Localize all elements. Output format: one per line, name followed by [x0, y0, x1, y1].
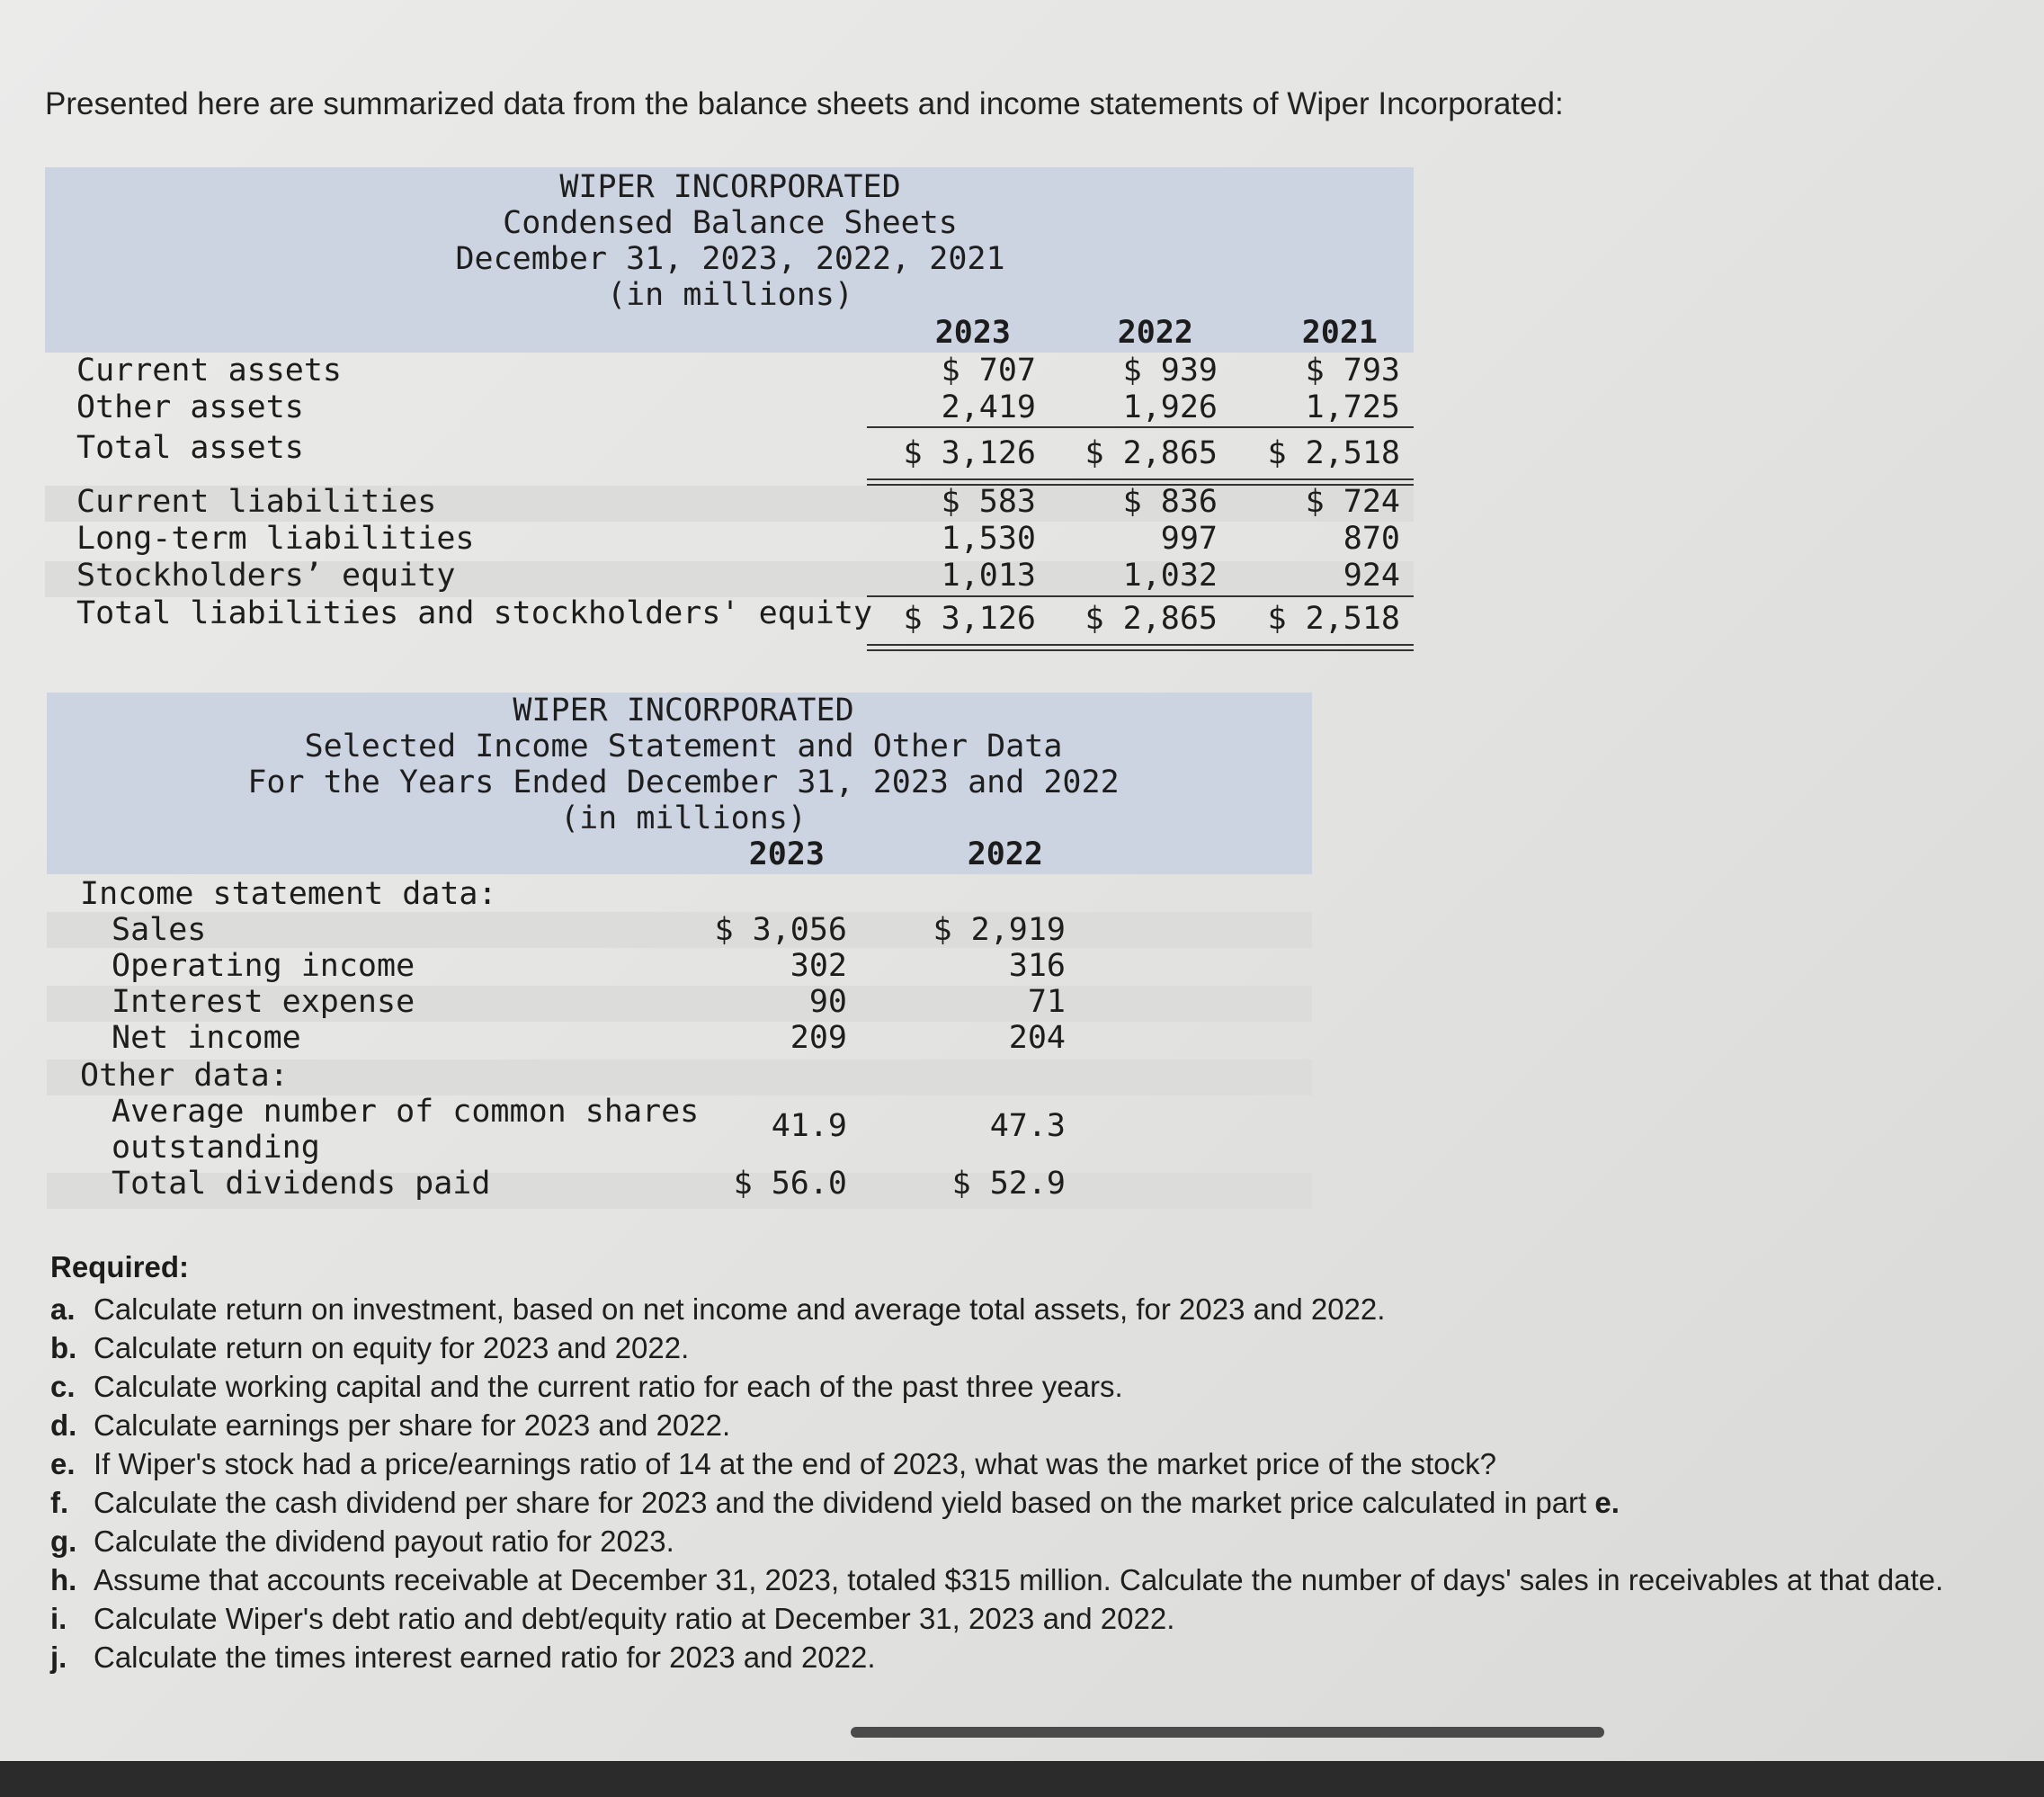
is-title-units: (in millions) — [560, 800, 807, 836]
is-title-company: WIPER INCORPORATED — [513, 693, 854, 729]
bs-cell: $ 793 — [1305, 353, 1400, 389]
required-section — [50, 1250, 2020, 1676]
required-title: Required: — [50, 1250, 190, 1283]
bs-row-label: Current liabilities — [76, 484, 437, 520]
is-section-income: Income statement data: — [80, 876, 497, 912]
bs-cell: 1,530 — [941, 521, 1036, 557]
bs-cell: $ 583 — [941, 484, 1036, 520]
bs-cell: $ 707 — [941, 353, 1036, 389]
bs-row-label: Total assets — [76, 430, 304, 466]
is-shares-label-line1: Average number of common shares — [112, 1094, 700, 1130]
is-row-label: Sales — [112, 912, 207, 948]
is-cell: 41.9 — [771, 1108, 847, 1144]
is-row-label: Net income — [112, 1020, 301, 1056]
balance-sheet-table — [45, 167, 1414, 653]
bs-cell: $ 724 — [1305, 484, 1400, 520]
bs-row-label: Current assets — [76, 353, 343, 389]
horizontal-scrollbar[interactable] — [851, 1727, 1604, 1738]
income-statement-table — [47, 693, 1315, 1214]
screen-bottom-edge — [0, 1761, 2044, 1797]
is-cell: 204 — [1008, 1020, 1066, 1056]
bs-title-company: WIPER INCORPORATED — [559, 169, 901, 205]
bs-subtotal-rule — [867, 426, 1414, 428]
bs-title-dates: December 31, 2023, 2022, 2021 — [455, 241, 1005, 277]
bs-cell: $ 3,126 — [903, 435, 1036, 471]
is-title-statement: Selected Income Statement and Other Data — [304, 729, 1063, 764]
bs-row-label: Total liabilities and stockholders' equity — [76, 595, 873, 631]
bs-title-statement: Condensed Balance Sheets — [503, 205, 958, 241]
is-cell: $ 2,919 — [933, 912, 1066, 948]
is-cell: $ 52.9 — [951, 1166, 1066, 1202]
required-item-e: e. If Wiper's stock had a price/earnings ratio of 14 at the end of 2023, what was the market price of the stock? — [50, 1447, 1496, 1480]
is-cell: $ 3,056 — [714, 912, 847, 948]
bs-title-units: (in millions) — [607, 277, 853, 313]
bs-cell: 1,032 — [1122, 558, 1218, 594]
bs-cell: 1,926 — [1122, 389, 1218, 425]
bs-row-label: Other assets — [76, 389, 304, 425]
required-item-h: h. Assume that accounts receivable at December 31, 2023, totaled $315 million. Calculate the number of days' sales in receivables at that date. — [50, 1563, 1944, 1596]
is-cell: 316 — [1008, 948, 1066, 984]
is-cell: 71 — [1027, 984, 1066, 1020]
required-item-d: d. Calculate earnings per share for 2023 and 2022. — [50, 1408, 731, 1442]
bs-cell: 1,725 — [1305, 389, 1400, 425]
bs-year-2022: 2022 — [1117, 315, 1193, 351]
bs-cell: 2,419 — [941, 389, 1036, 425]
required-item-j: j. Calculate the times interest earned ratio for 2023 and 2022. — [50, 1641, 876, 1674]
required-item-i: i. Calculate Wiper's debt ratio and debt/equity ratio at December 31, 2023 and 2022. — [50, 1602, 1175, 1635]
is-stripe — [47, 912, 1312, 948]
is-row-label: Interest expense — [112, 984, 415, 1020]
is-cell: 47.3 — [989, 1108, 1066, 1144]
bs-cell: $ 2,865 — [1084, 435, 1218, 471]
bs-row-label: Stockholders’ equity — [76, 558, 456, 594]
is-row-label: Operating income — [112, 948, 415, 984]
bs-cell: 924 — [1343, 558, 1400, 594]
is-shares-label-line2: outstanding — [112, 1130, 320, 1166]
bs-cell: $ 2,865 — [1084, 601, 1218, 637]
is-cell: $ 56.0 — [733, 1166, 847, 1202]
is-cell: 302 — [790, 948, 847, 984]
required-item-b: b. Calculate return on equity for 2023 and 2022. — [50, 1331, 690, 1364]
bs-cell: $ 836 — [1122, 484, 1218, 520]
bs-year-2021: 2021 — [1301, 315, 1378, 351]
bs-total-double-rule — [867, 644, 1414, 651]
bs-cell: $ 2,518 — [1267, 435, 1400, 471]
bs-cell: 1,013 — [941, 558, 1036, 594]
required-item-a: a. Calculate return on investment, based on net income and average total assets, for 2023 and 2022. — [50, 1292, 1386, 1326]
is-year-2023: 2023 — [748, 836, 825, 872]
required-item-f: f. Calculate the cash dividend per share for 2023 and the dividend yield based on the market price calculated in part e. — [50, 1486, 1620, 1519]
is-cell: 90 — [808, 984, 847, 1020]
bs-cell: 997 — [1160, 521, 1218, 557]
bs-year-2023: 2023 — [934, 315, 1011, 351]
is-title-period: For the Years Ended December 31, 2023 and 2022 — [247, 764, 1120, 800]
required-item-g: g. Calculate the dividend payout ratio for 2023. — [50, 1524, 674, 1558]
is-year-2022: 2022 — [967, 836, 1043, 872]
bs-cell: 870 — [1343, 521, 1400, 557]
is-cell: 209 — [790, 1020, 847, 1056]
required-item-c: c. Calculate working capital and the current ratio for each of the past three years. — [50, 1370, 1123, 1403]
bs-subtotal-rule — [867, 595, 1414, 597]
bs-cell: $ 2,518 — [1267, 601, 1400, 637]
bs-cell: $ 3,126 — [903, 601, 1036, 637]
bs-row-label: Long-term liabilities — [76, 521, 475, 557]
is-row-label: Total dividends paid — [112, 1166, 491, 1202]
is-section-other: Other data: — [80, 1058, 289, 1094]
bs-cell: $ 939 — [1122, 353, 1218, 389]
intro-text: Presented here are summarized data from the balance sheets and income statements of Wiper Incorporated: — [45, 86, 1564, 121]
